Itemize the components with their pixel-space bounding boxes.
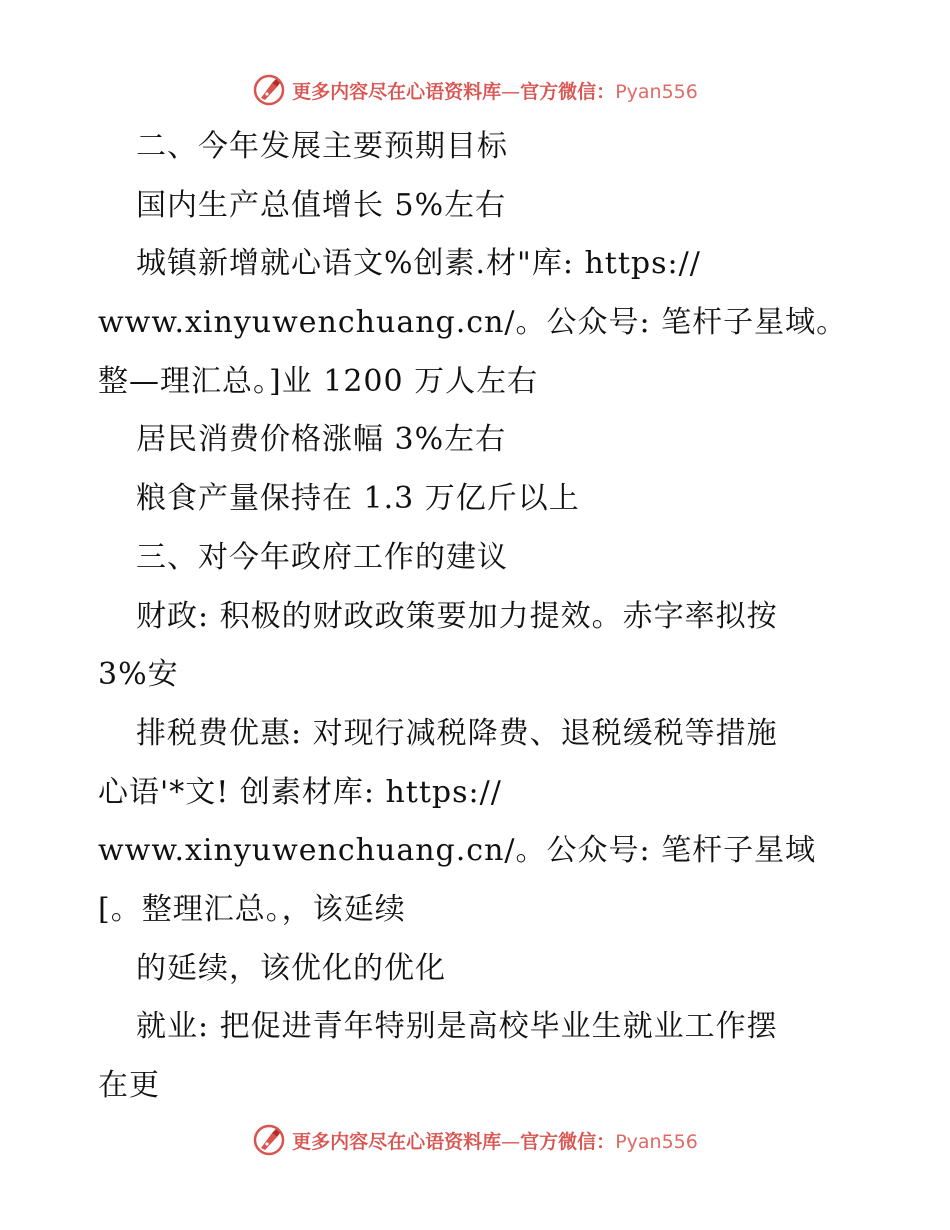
header-banner-text — [292, 77, 698, 104]
paragraph-line: 城镇新增就心语文%创素.材"库: https:// — [136, 246, 701, 282]
paragraph-line: www.xinyuwenchuang.cn/。公众号: 笔杆子星域。 — [98, 305, 848, 341]
paragraph-line: 粮食产量保持在 1.3 万亿斤以上 — [136, 481, 580, 517]
header-banner — [0, 70, 950, 110]
footer-banner-inner — [252, 1123, 698, 1157]
header-banner-wechat: 官方微信： — [520, 80, 616, 103]
footer-banner — [0, 1120, 950, 1160]
pen-nib-logo-icon — [252, 1123, 286, 1157]
header-banner-inner — [252, 73, 698, 107]
header-banner-dash: — — [501, 80, 521, 103]
section-heading-targets: 二、今年发展主要预期目标 — [136, 129, 508, 164]
footer-banner-id: Pyan556 — [615, 1130, 698, 1153]
paragraph-line: 心语'*文! 创素材库: https:// — [98, 774, 502, 810]
paragraph-line: 财政: 积极的财政政策要加力提效。赤字率拟按 — [136, 598, 778, 634]
footer-banner-text — [292, 1127, 698, 1154]
footer-banner-dash: — — [501, 1130, 521, 1153]
document-body — [98, 118, 878, 1116]
paragraph-line: 在更 — [98, 1068, 160, 1103]
paragraph-line: 居民消费价格涨幅 3%左右 — [136, 422, 507, 458]
header-banner-main: 更多内容尽在心语资料库 — [292, 80, 502, 103]
footer-banner-main: 更多内容尽在心语资料库 — [292, 1130, 502, 1153]
pen-nib-logo-icon — [252, 73, 286, 107]
header-banner-id: Pyan556 — [615, 80, 698, 103]
paragraph-line: 排税费优惠: 对现行减税降费、退税缓税等措施 — [136, 715, 778, 751]
paragraph-line: www.xinyuwenchuang.cn/。公众号: 笔杆子星域 — [98, 833, 817, 869]
paragraph-line: 3%安 — [98, 657, 179, 693]
paragraph-line: 整—理汇总。]业 1200 万人左右 — [98, 363, 539, 399]
footer-banner-wechat: 官方微信： — [520, 1130, 616, 1153]
paragraph-line: 国内生产总值增长 5%左右 — [136, 187, 507, 223]
paragraph-line: [。整理汇总。，该延续 — [98, 891, 406, 927]
paragraph-line: 的延续，该优化的优化 — [136, 950, 446, 986]
section-heading-suggestions: 三、对今年政府工作的建议 — [136, 539, 508, 575]
paragraph-line: 就业: 把促进青年特别是高校毕业生就业工作摆 — [136, 1009, 778, 1045]
